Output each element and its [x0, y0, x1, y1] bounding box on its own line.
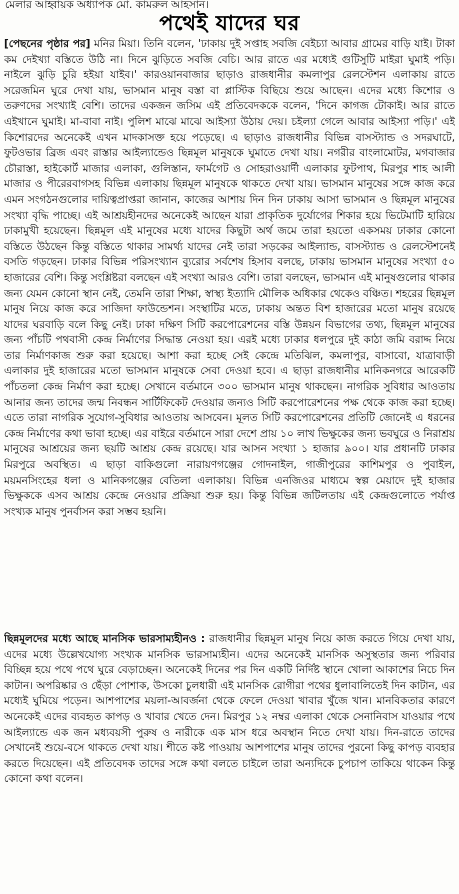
- previous-article-tail: মেলার আহ্বায়ক অধ্যাপক মো. কামরুল আহসান।: [5, 0, 209, 11]
- subsection-text: রাজধানীর ছিন্নমূল মানুষ নিয়ে কাজ করতে গিয়ে দেখা যায়, এদের মধ্যে উল্লেখযোগ্য সংখ্যক মানসিক ভারসাম্যহীন। এদের অনেকেই মানসিক অসুস্থতার জন্য পরিবার বিচ্ছিন্ন হয়ে পথে পথে ঘুরে বেড়াচ্ছেন। অনেকেই দিনের পর দিন একটি নির্দিষ্ট স্থানে খোলা আকাশের নিচে দিন কাটান। অপরিষ্কার ও ছেঁড়া পোশাক, উসকো চুলধারী এই মানসিক রোগীরা পথের ধুলাবালিতেই দিন কাটান, এর মধ্যেই ঘুমিয়ে পড়েন। আশপাশের ময়লা-আবর্জনা থেকে ফেলে দেওয়া খাবার খুঁজে খান। মানবিকতার কারণে অনেকেই এদের ব্যবহৃত কাপড় ও খাবার খেতে দেন। মিরপুর ১২ নম্বর এলাকা থেকে সেনানিবাস যাওয়ার পথে আইল্যান্ডে এক জন মধ্যবয়সী পুরুষ ও নারীকে এক মাস ধরে অবস্থান নিতে দেখা যায়। দিন-রাতে তাদের সেখানেই শুয়ে-বসে থাকতে দেখা যায়। শীতে কষ্ট পাওয়ায় আশপাশের মানুষ তাদের পুরনো কিছু কাপড় ব্যবহার করতে দিয়েছেন। এই প্রতিবেদক তাদের সঙ্গে কথা বলতে চাইলে তারা অন্যদিকে চুপচাপ তাকিয়ে থাকেন কিন্তু কোনো কথা বলেন।: [4, 633, 455, 786]
- subsection-paragraph: [4, 632, 455, 788]
- article-body: [4, 37, 455, 631]
- article-text: মনির মিয়া। তিনি বলেন, 'ঢাকায় দুই সপ্তাহ সবজি বেইচ্যা আবার গ্রামের বাড়ি যাই। টাকা কম দেইখ্যা বস্তিতে উঠি না। দিনে ঝুড়িতে সবজি বেচি। আর রাতে এর মধ্যেই গুটিসুটি মাইরা ঘুমাই পড়ি। নাইলে ঝুড়ি চুরি হইয়া যাইব।' কারওয়ানবাজার ছাড়াও রাজধানীর কমলাপুর রেলস্টেশন এলাকায় রাতে সরেজমিন ঘুরে দেখা যায়, ভাসমান মানুষ বস্তা বা প্লাস্টিক বিছিয়ে শুয়ে আছেন। এদের মধ্যে কিশোর ও তরুণদের সংখ্যাই বেশি। তাদের একজন জসিম এই প্রতিবেদককে বলেন, 'দিনে কাগজ টোকাই। আর রাতে এইখানে ঘুমাই। মা-বাবা নাই। পুলিশ মাঝে মাঝে আইস্যা উঠায় দেয়। চইল্যা গেলে আবার আইস্যা পড়ি।' এই কিশোরদের অনেকেই এখন মাদকাসক্ত হয়ে পড়েছে। এ ছাড়াও রাজধানীর বিভিন্ন বাসস্ট্যান্ড ও সদরঘাটে, ফুটওভার ব্রিজ এবং রাস্তার আইল্যান্ডেও ছিন্নমূল মানুষকে ঘুমাতে দেখা যায়। নগরীর বাংলামোটর, মগবাজার চৌরাস্তা, হাইকোর্ট মাজার এলাকা, গুলিস্তান, ফার্মগেট ও সোহরাওয়ার্দী এলাকার ফুটপাথ, মিরপুর শাহ আলী মাজার ও পীরেরবাগসহ বিভিন্ন এলাকায় ছিন্নমূল মানুষকে থাকতে দেখা যায়। ভাসমান মানুষের সঙ্গে কাজ করে এমন সংগঠনগুলোর দায়িত্বপ্রাপ্তরা জানান, কাজের আশায় দিন দিন ঢাকায় আসা ভাসমান ও ছিন্নমূল মানুষের সংখ্যা বৃদ্ধি পাচ্ছে। এই আশ্রয়হীনদের অনেকেই আছেন যারা প্রাকৃতিক দুর্যোগের শিকার হয়ে ভিটেমাটি হারিয়ে ঢাকামুখী হয়েছেন। ছিন্নমূল এই মানুষের মধ্যে যাদের কিছুটা অর্থ জমে তারা হয়তো একসময় ঢাকার কোনো বস্তিতে উঠছেন কিন্তু বস্তিতে থাকার সামর্থ্য যাদের নেই তারা সড়কের আইল্যান্ড, বাসস্ট্যান্ড ও রেলস্টেশনেই বসতি গড়ছেন। ঢাকার বিভিন্ন পরিসংখ্যান ব্যুরোর সর্বশেষ হিসাব বলছে, ঢাকায় ভাসমান মানুষের সংখ্যা ৫০ হাজারের বেশি। কিন্তু সংশ্লিষ্টরা বলছেন এই সংখ্যা আরও বেশি। তারা বলছেন, ভাসমান এই মানুষগুলোর থাকার জন্য যেমন কোনো স্থান নেই, তেমনি তারা শিক্ষা, স্বাস্থ্য ইত্যাদি মৌলিক অধিকার থেকেও বঞ্চিত। শহরের ছিন্নমূল মানুষ নিয়ে কাজ করে সাজিদা ফাউন্ডেশন। সংস্থাটির মতে, ঢাকায় অন্তত বিশ হাজারের মতো মানুষ রয়েছে যাদের ঘরবাড়ি বলে কিছু নেই। ঢাকা দক্ষিণ সিটি করপোরেশনের বস্তি উন্নয়ন বিভাগের তথ্য, ছিন্নমূল মানুষের জন্য পাঁচটি পথবাসী কেন্দ্র নির্মাণের সিদ্ধান্ত নেওয়া হয়। এরই মধ্যে ঢাকার ধলপুরে দুই কাঠা জমি বরাদ্দ নিয়ে তার নির্মাণকাজ শুরু করা হয়েছে। আশা করা হচ্ছে সেই কেন্দ্রে মতিঝিল, কমলাপুর, বাসাবো, যাত্রাবাড়ী এলাকার দুই হাজারের মতো ভাসমান মানুষকে সেবা দেওয়া হবে। এ ছাড়া রাজধানীর মানিকনগরে আরেকটি পাঁচতলা কেন্দ্র নির্মাণ করা হচ্ছে। সেখানে বর্তমানে ৩০০ ভাসমান মানুষ থাকছেন। নাগরিক সুবিধার আওতায় আনার জন্য তাদের জন্ম নিবন্ধন সার্টিফিকেট দেওয়ার জন্যও সিটি করপোরেশনের পক্ষ থেকে কাজ করা হচ্ছে। এতে তারা নাগরিক সুযোগ-সুবিধার আওতায় আসবেন। মূলত সিটি করপোরেশনের প্রতিটি জোনেই এ ধরনের কেন্দ্র নির্মাণের কথা ভাবা হচ্ছে। এর বাইরে বর্তমানে সারা দেশে প্রায় ১০ লাখ ভিক্ষুকের জন্য ভবঘুরে ও নিরাশ্রয় মানুষের আশ্রয়ের জন্য ছয়টি আশ্রয় কেন্দ্র রয়েছে। যার আসন সংখ্যা ১ হাজার ৯০০। যার প্রধানটি ঢাকার মিরপুরে অবস্থিত। এ ছাড়া বাকিগুলো নারায়ণগঞ্জের গোদনাইল, গাজীপুরের কাশিমপুর ও পুবাইল, ময়মনসিংহের ধলা ও মানিকগঞ্জের বেতিলা এলাকায়। বিভিন্ন এনজিওর মাধ্যমে স্বল্প মেয়াদে দুই হাজার ভিক্ষুককে এসব আশ্রয় কেন্দ্রে নেওয়ার প্রক্রিয়া শুরু হয়। কিন্তু বিভিন্ন জটিলতায় এই কেন্দ্রগুলোতে পর্যাপ্ত সংখ্যক মানুষ পুনর্বাসন করা সম্ভব হয়নি।: [4, 38, 455, 518]
- subsection-body: [4, 632, 455, 890]
- subsection-heading: ছিন্নমূলদের মধ্যে আছে মানসিক ভারসাম্যহীনও :: [4, 633, 206, 645]
- article-headline: পথেই যাদের ঘর: [159, 11, 300, 35]
- article-paragraph: [4, 37, 455, 520]
- continued-from-marker: [পেছনের পৃষ্ঠার পর]: [4, 38, 91, 50]
